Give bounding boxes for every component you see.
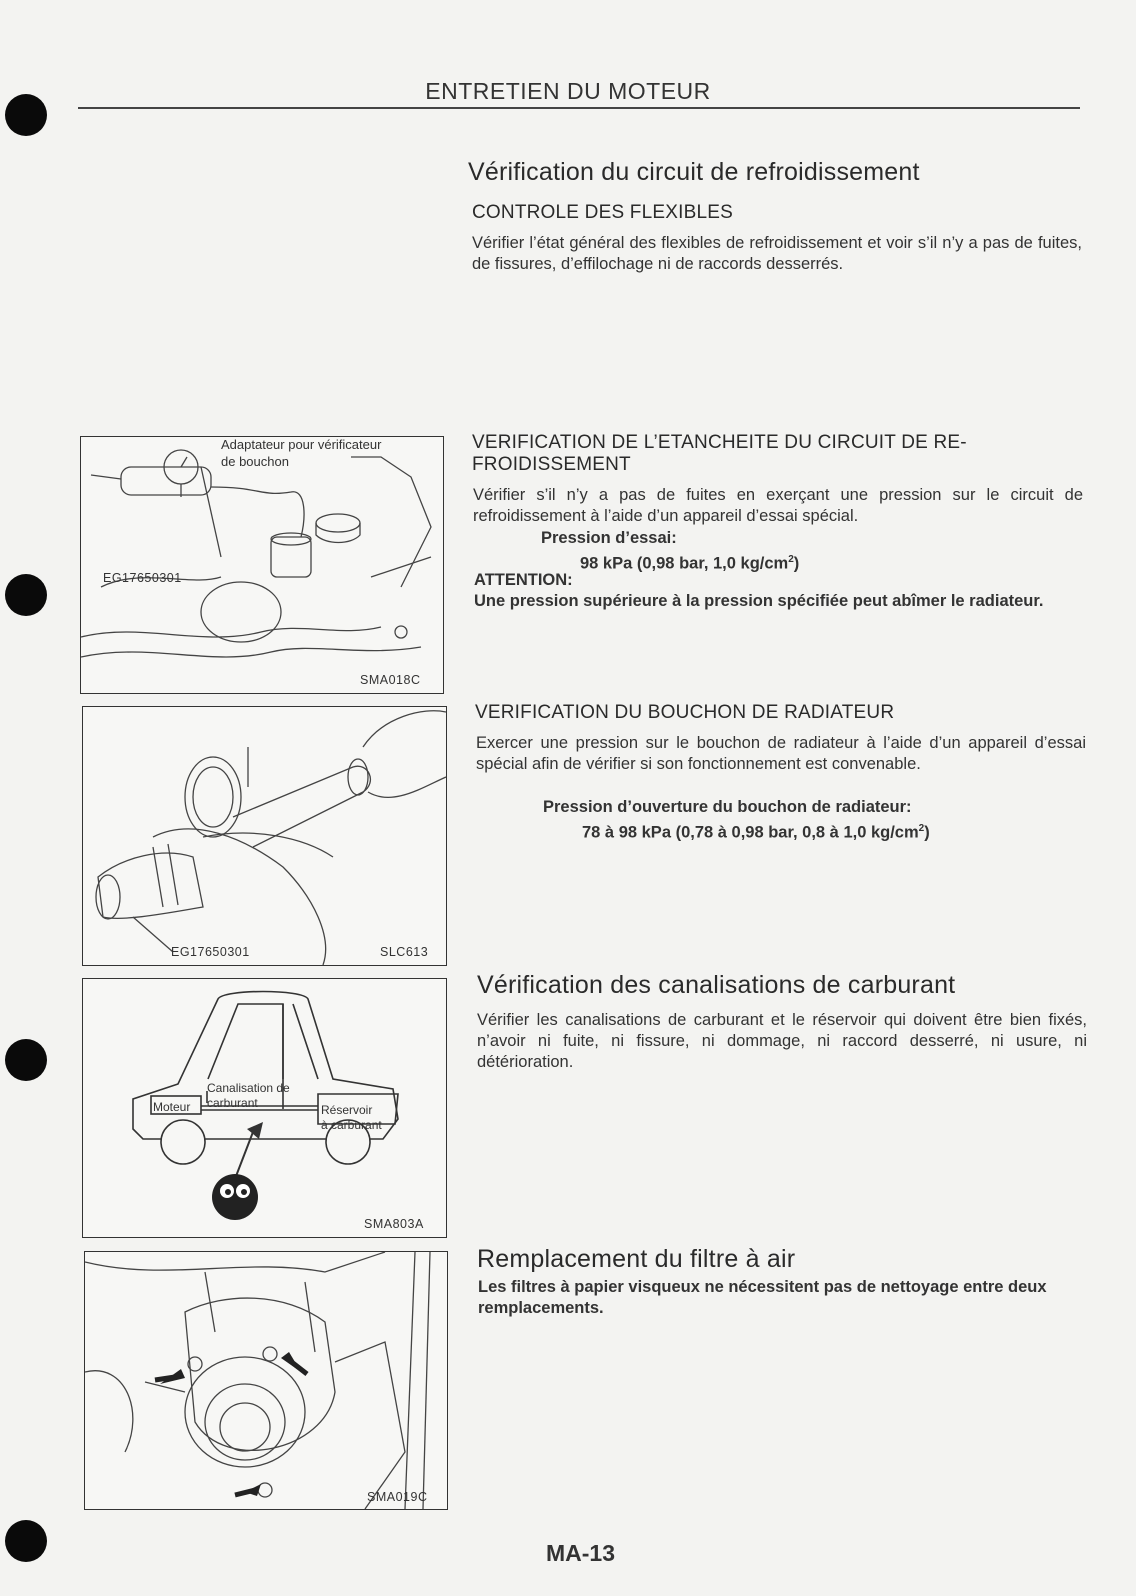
air-filter-illustration — [85, 1252, 447, 1509]
subheading-cap-check: VERIFICATION DU BOUCHON DE RADIATEUR — [475, 702, 895, 723]
section-title-fuel-lines: Vérification des canalisations de carburant — [477, 971, 956, 999]
punch-hole — [5, 574, 47, 616]
label-adapter-line2: de bouchon — [221, 454, 289, 469]
test-pressure-label: Pression d’essai: — [541, 529, 677, 547]
page-number: MA-13 — [546, 1540, 616, 1566]
figure-code: SMA019C — [367, 1490, 428, 1504]
figure-code: SLC613 — [380, 945, 429, 959]
label-engine: Moteur — [153, 1100, 191, 1114]
punch-hole — [5, 1520, 47, 1562]
label-fuel-line-2: carburant — [207, 1096, 258, 1110]
section-title-air-filter: Remplacement du filtre à air — [477, 1245, 796, 1273]
test-pressure-value: 98 kPa (0,98 bar, 1,0 $kg/cm^2$) — [580, 554, 800, 573]
pressure-test-illustration — [81, 437, 443, 693]
page-header: ENTRETIEN DU MOTEUR — [425, 78, 711, 104]
attention-label: ATTENTION: — [474, 571, 573, 589]
paragraph-cap-check: Exercer une pression sur le bouchon de radiateur à l’aide d’un appareil d’essai spécial afin de vérifier si son fonctionnement est convenable. — [476, 734, 1086, 773]
figure-air-filter — [84, 1251, 448, 1510]
car-outline-illustration — [83, 979, 446, 1237]
subheading-hoses: CONTROLE DES FLEXIBLES — [472, 202, 733, 223]
paragraph-fuel-lines: Vérifier les canalisations de carburant et le réservoir qui doivent être bien fixés, n’avoir ni fuite, ni fissure, ni dommage, ni raccord desserré, ni usure, ni détérioration. — [477, 1011, 1087, 1071]
section-title-cooling: Vérification du circuit de refroidissement — [468, 158, 920, 186]
subheading-leak-check: VERIFICATION DE L’ETANCHEITE DU CIRCUIT DE RE-FROIDISSEMENT — [472, 432, 967, 475]
label-adapter-line1: Adaptateur pour vérificateur — [221, 437, 382, 452]
label-tank-1: Réservoir — [321, 1103, 373, 1117]
punch-hole — [5, 1039, 47, 1081]
tool-number-label: EG17650301 — [103, 571, 182, 585]
paragraph-leak-check: Vérifier s’il n’y a pas de fuites en exerçant une pression sur le circuit de refroidissement à l’aide d’un appareil d’essai spécial. — [473, 486, 1083, 525]
figure-fuel-lines — [82, 978, 447, 1238]
paragraph-air-filter: Les filtres à papier visqueux ne nécessitent pas de nettoyage entre deux remplacements. — [478, 1278, 1047, 1317]
label-tank-2: à carburant — [321, 1118, 382, 1132]
figure-pressure-test — [80, 436, 444, 694]
label-fuel-line-1: Canalisation de — [207, 1081, 290, 1095]
paragraph-hoses: Vérifier l’état général des flexibles de refroidissement et voir s’il n’y a pas de fuites, de fissures, d’effilochage ni de raccords desserrés. — [472, 234, 1082, 273]
header-rule — [78, 107, 1080, 109]
figure-code: SMA803A — [364, 1217, 424, 1231]
opening-pressure-value: 78 à 98 kPa (0,78 à 0,98 bar, 0,8 à 1,0 $kg/cm^2$) — [582, 823, 930, 842]
attention-text: Une pression supérieure à la pression spécifiée peut abîmer le radiateur. — [474, 592, 1044, 610]
cap-test-illustration — [83, 707, 446, 965]
figure-cap-test — [82, 706, 447, 966]
figure-code: SMA018C — [360, 673, 421, 687]
opening-pressure-label: Pression d’ouverture du bouchon de radiateur: — [543, 798, 912, 816]
tool-number-label: EG17650301 — [171, 945, 250, 959]
